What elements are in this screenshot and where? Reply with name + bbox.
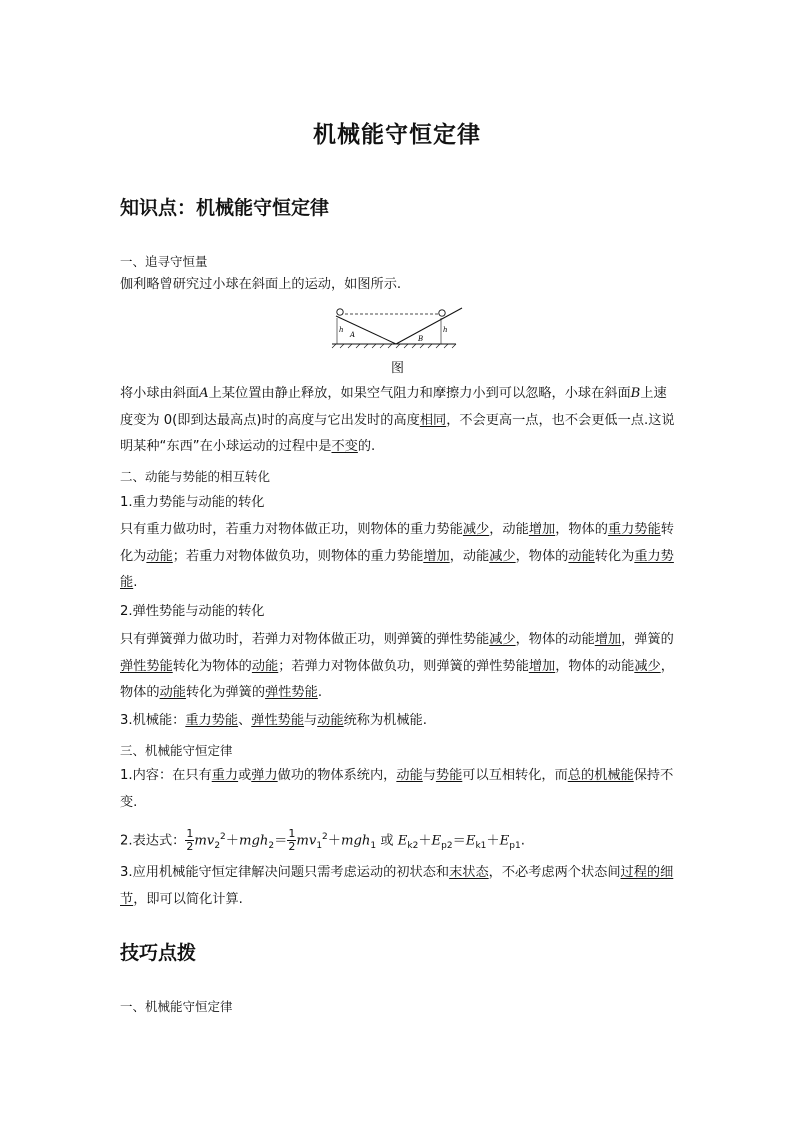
paragraph-application: 3.应用机械能守恒定律解决问题只需考虑运动的初状态和末状态，不必考虑两个状态间过程的细节，即可以简化计算. (120, 865, 674, 907)
incline-figure (330, 306, 465, 356)
paragraph-elastic: 只有弹簧弹力做功时，若弹力对物体做正功，则弹簧的弹性势能减少，物体的动能增加，弹簧的弹性势能转化为物体的动能；若弹力对物体做负功，则弹簧的弹性势能增加，物体的动能减少，物体的动能转化为弹簧的弹性势能. (120, 632, 674, 700)
ball-left (337, 309, 343, 315)
intro-paragraph: 伽利略曾研究过小球在斜面上的运动，如图所示. (120, 277, 402, 292)
formula-line: 2.表达式： $\frac{1}{2}$ $mv_2^2+mgh_2=$ $\frac{1}{2}$ $mv_1^2+mgh_1$ 或 $E_{k2}+E_{p2}=E_{k1}+E_{p1}$. (120, 826, 525, 853)
label-a: A (350, 331, 356, 339)
item-gravity-conversion: 1.重力势能与动能的转化 (120, 495, 265, 510)
label-h-left: h (339, 326, 344, 334)
figure-caption: 图 (391, 361, 405, 376)
incline-b (396, 308, 462, 344)
subheading-tips-law: 一、机械能守恒定律 (120, 999, 233, 1014)
fraction-half-2: $\frac{1}{2}$ (288, 826, 296, 853)
subheading-conservation-law: 三、机械能守恒定律 (120, 743, 233, 758)
paragraph-content: 1.内容：在只有重力或弹力做功的物体系统内，动能与势能可以互相转化，而总的机械能保持不变. (120, 768, 674, 810)
fraction-half-1: $\frac{1}{2}$ (186, 826, 194, 853)
paragraph-gravity: 只有重力做功时，若重力对物体做正功，则物体的重力势能减少，动能增加，物体的重力势能转化为动能；若重力对物体做负功，则物体的重力势能增加，动能减少，物体的动能转化为重力势能. (120, 522, 674, 590)
section-heading-knowledge: 知识点：机械能守恒定律 (120, 197, 330, 219)
label-b: B (418, 335, 424, 343)
ground-hatching (332, 344, 456, 348)
incline-a (336, 316, 396, 344)
subheading-energy-conversion: 二、动能与势能的相互转化 (120, 469, 271, 484)
section-heading-tips: 技巧点拨 (120, 942, 197, 964)
page-title: 机械能守恒定律 (313, 122, 481, 148)
paragraph-galileo: 将小球由斜面A上某位置由静止释放，如果空气阻力和摩擦力小到可以忽略，小球在斜面B上速度变为 0(即到达最高点)时的高度与它出发时的高度相同，不会更高一点，也不会更低一点.这说明某种“东西”在小球运动的过程中是不变的. (120, 386, 675, 454)
subheading-conserved-quantity: 一、追寻守恒量 (120, 254, 208, 269)
ball-right (439, 310, 445, 316)
item-mechanical-energy: 3.机械能：重力势能、弹性势能与动能统称为机械能. (120, 713, 427, 728)
item-elastic-conversion: 2.弹性势能与动能的转化 (120, 604, 265, 619)
label-h-right: h (443, 326, 448, 334)
